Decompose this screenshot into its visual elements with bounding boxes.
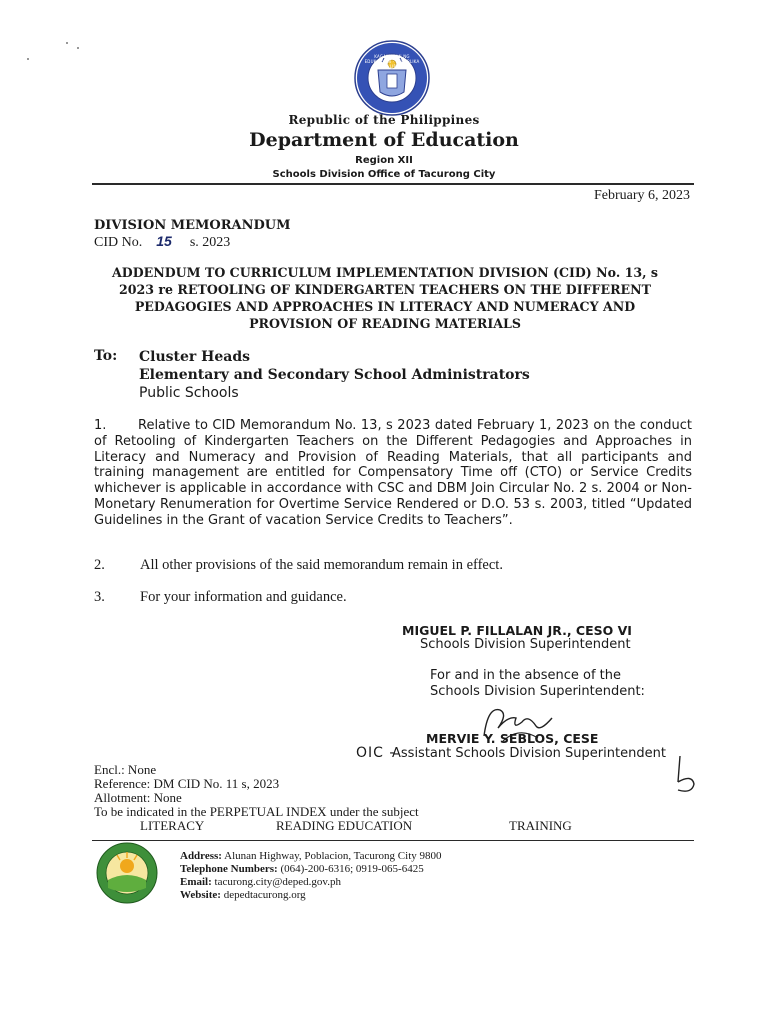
absence-line: For and in the absence of the xyxy=(430,668,621,683)
superintendent-title: Schools Division Superintendent xyxy=(420,637,631,652)
recipient-scope: Public Schools xyxy=(139,385,239,401)
oic-label: OIC - xyxy=(356,745,396,761)
subject-line: ADDENDUM TO CURRICULUM IMPLEMENTATION DIVISION (CID) No. 13, s xyxy=(112,265,658,280)
email-value: tacurong.city@deped.gov.ph xyxy=(214,876,341,888)
index-subject: READING EDUCATION xyxy=(276,818,413,833)
subject-line: PEDAGOGIES AND APPROACHES IN LITERACY AND NUMERACY AND xyxy=(134,299,636,314)
recipient: Cluster Heads xyxy=(139,349,251,365)
website-value: depedtacurong.org xyxy=(223,889,306,901)
footer-divider xyxy=(92,840,694,841)
to-label: To: xyxy=(94,348,118,364)
index-subject: TRAINING xyxy=(509,818,572,833)
sdo-tacurong-logo-icon xyxy=(94,842,160,904)
memo-type: DIVISION MEMORANDUM xyxy=(94,218,291,233)
paragraph-1 xyxy=(94,418,692,529)
scan-speck xyxy=(66,42,68,44)
asst-superintendent-name: MERVIE Y. SEBLOS, CESE xyxy=(426,731,599,746)
region-line: Region XII xyxy=(355,155,413,166)
scan-speck xyxy=(27,58,29,60)
cid-series: s. 2023 xyxy=(189,235,231,250)
subject-line: PROVISION OF READING MATERIALS xyxy=(249,316,521,331)
email-line xyxy=(180,876,341,888)
paragraph-text: All other provisions of the said memorandum remain in effect. xyxy=(140,557,503,573)
recipient: Elementary and Secondary School Administrators xyxy=(139,367,530,383)
subject-line: 2023 re RETOOLING OF KINDERGARTEN TEACHERS ON THE DIFFERENT xyxy=(118,282,652,297)
paragraph-3 xyxy=(94,589,347,606)
index-note: To be indicated in the PERPETUAL INDEX under the subject xyxy=(94,804,419,819)
website-label: Website: xyxy=(180,889,221,901)
memo-subject xyxy=(90,264,680,332)
allotment-line: Allotment: None xyxy=(94,790,182,805)
paragraph-text: For your information and guidance. xyxy=(140,589,347,605)
recipient-list xyxy=(139,348,530,402)
header-divider xyxy=(92,183,694,185)
reference-line: Reference: DM CID No. 11 s, 2023 xyxy=(94,776,280,791)
phone-line xyxy=(180,863,424,875)
paragraph-text: Relative to CID Memorandum No. 13, s 2023 dated February 1, 2023 on the conduct of Retooling of Kindergarten Teachers on the Different Pedagogies and Approaches in Literacy and Numeracy and Provision of Reading Materials, that all participants and training management are entitled for Compensatory Time off (CTO) or Service Credits whichever is applicable in accordance with CSC and DBM Join Circular No. 2 s. 2004 or Non- Monetary Renumeration for Overtime Service Rendered or D.O. 53 s. 2003, titled “Updated Guidelines in the Grant of vacation Service Credits to Teachers”. xyxy=(94,418,692,528)
email-label: Email: xyxy=(180,876,212,888)
office-line: Schools Division Office of Tacurong City xyxy=(272,169,496,180)
enclosure-line: Encl.: None xyxy=(94,762,157,777)
paragraph-number: 2. xyxy=(94,557,105,573)
address-value: Alunan Highway, Poblacion, Tacurong City 9800 xyxy=(224,850,442,862)
website-line xyxy=(180,889,306,901)
address-line xyxy=(180,850,442,862)
memo-date: February 6, 2023 xyxy=(593,188,690,203)
cid-prefix: CID No. xyxy=(94,235,143,250)
index-subject: LITERACY xyxy=(140,818,205,833)
superintendent-name: MIGUEL P. FILLALAN JR., CESO VI xyxy=(402,623,632,638)
phone-label: Telephone Numbers: xyxy=(180,863,278,875)
department-title: Department of Education xyxy=(249,129,519,151)
handwritten-initial-icon xyxy=(672,752,698,796)
scan-speck xyxy=(77,47,79,49)
paragraph-number: 3. xyxy=(94,589,105,605)
paragraph-2 xyxy=(94,557,503,574)
republic-line: Republic of the Philippines xyxy=(288,113,480,127)
phone-value: (064)-200-6316; 0919-065-6425 xyxy=(280,863,424,875)
cid-number: 15 xyxy=(156,233,172,249)
address-label: Address: xyxy=(180,850,222,862)
seal-text: KAGAWARAN NG EDUKASYON · REPUBLIKA NG PILIPINAS xyxy=(364,54,420,69)
cid-line xyxy=(94,233,230,251)
absence-line: Schools Division Superintendent: xyxy=(430,684,645,699)
asst-superintendent-title: Assistant Schools Division Superintendent xyxy=(392,746,666,761)
deped-seal-icon xyxy=(354,40,430,116)
paragraph-number: 1. xyxy=(94,418,107,433)
